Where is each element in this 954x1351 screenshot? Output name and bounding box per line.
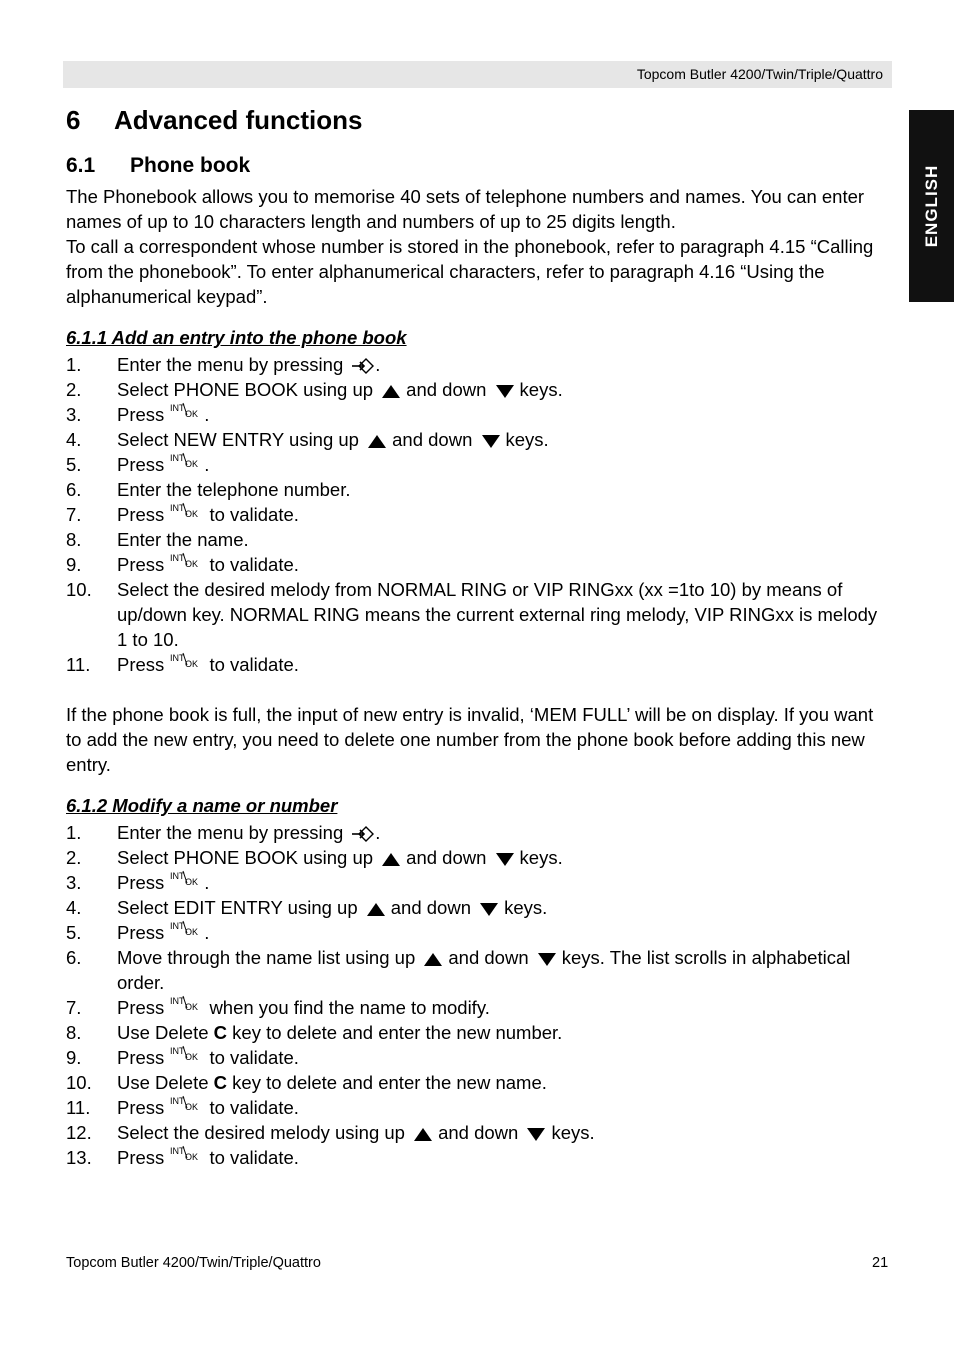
step-text: Move through the name list using up [117,947,416,968]
ok-key-top-label: INT [170,921,185,931]
step-number: 8. [66,1022,82,1043]
int-ok-key-icon [169,452,201,474]
list-item [66,402,892,427]
list-item [66,377,892,402]
step-text-end: . [204,454,210,475]
ok-key-bottom-label: OK [185,459,199,469]
section-title-text: Phone book [130,154,251,177]
step-text: Enter the name. [117,529,249,550]
subsection-modify-title: 6.1.2 Modify a name or number [66,795,338,816]
step-text: Press [117,404,165,425]
step-text-end: keys. [504,897,548,918]
step-text-end: key to delete and enter the new number. [232,1022,563,1043]
int-ok-key-icon [169,920,201,942]
section-number: 6.1 [66,154,96,177]
header-title: Topcom Butler 4200/Twin/Triple/Quattro [636,66,883,82]
up-arrow-icon [382,853,400,866]
step-text: Press [117,554,165,575]
mem-full-note: If the phone book is full, the input of new entry is invalid, ‘MEM FULL’ will be on display. If you want to add the new entry, you need to delete one number from the phone book before adding this new entry. [66,704,874,775]
step-text-end: . [204,922,210,943]
int-ok-key-icon [169,1095,201,1117]
language-label: ENGLISH [921,164,941,248]
step-text-end: . [375,822,381,843]
down-arrow-icon [496,853,514,866]
step-number: 2. [66,379,82,400]
step-text-end: to validate. [209,654,299,675]
list-item [66,845,892,870]
ok-key-bottom-label: OK [185,1052,199,1062]
step-text-end: keys. [551,1122,595,1143]
list-item [66,502,892,527]
ok-key-top-label: INT [170,653,185,663]
list-item [66,945,892,995]
int-ok-key-icon [169,870,201,892]
step-text-end: . [204,872,210,893]
ok-key-bottom-label: OK [185,1102,199,1112]
down-arrow-icon [480,903,498,916]
page-number: 21 [872,1255,889,1271]
ok-key-top-label: INT [170,1096,185,1106]
ok-key-top-label: INT [170,453,185,463]
step-number: 13. [66,1147,92,1168]
chapter-title [66,102,892,140]
list-item [66,552,892,577]
step-number: 7. [66,504,82,525]
list-item [66,1095,892,1120]
section-title [66,152,892,180]
ok-key-top-label: INT [170,1046,185,1056]
step-number: 7. [66,997,82,1018]
list-item [66,527,892,552]
menu-key-icon [351,356,375,376]
step-number: 4. [66,897,82,918]
step-text: Press [117,654,165,675]
step-text: and down [448,947,529,968]
ok-key-top-label: INT [170,871,185,881]
step-text: Press [117,454,165,475]
up-arrow-icon [382,385,400,398]
list-item [66,995,892,1020]
chapter-title-text: Advanced functions [114,105,363,135]
step-number: 8. [66,529,82,550]
step-text-end: . [375,354,381,375]
ok-key-bottom-label: OK [185,1002,199,1012]
list-item [66,352,892,377]
list-item [66,1120,892,1145]
list-item [66,577,892,652]
step-number: 11. [66,654,91,675]
ok-key-bottom-label: OK [185,1152,199,1162]
step-number: 3. [66,404,82,425]
step-text-end: keys. [519,847,563,868]
step-text: Press [117,922,165,943]
ok-key-bottom-label: OK [185,409,199,419]
ok-key-bottom-label: OK [185,509,199,519]
step-text: Select the desired melody from NORMAL RING or VIP RINGxx (xx =1to 10) by means of up/down key. NORMAL RING means the current external ring melody, VIP RINGxx is melody 1 to 10. [117,579,878,650]
step-text: Select NEW ENTRY using up [117,429,359,450]
step-text: and down [392,429,473,450]
step-text: and down [406,379,487,400]
intro-paragraph-2: To call a correspondent whose number is stored in the phonebook, refer to paragraph 4.15 “Calling from the phonebook”. To enter alphanumerical characters, refer to paragraph 4.16 “Using the alphanumerical keypad”. [66,236,874,307]
int-ok-key-icon [169,652,201,674]
step-number: 12. [66,1122,92,1143]
list-item [66,1145,892,1170]
up-arrow-icon [424,953,442,966]
ok-key-bottom-label: OK [185,927,199,937]
step-number: 6. [66,947,82,968]
step-text: Select EDIT ENTRY using up [117,897,358,918]
add-entry-steps [66,352,892,677]
int-ok-key-icon [169,1145,201,1167]
step-text: Enter the menu by pressing [117,822,344,843]
list-item [66,1045,892,1070]
step-number: 10. [66,579,92,600]
up-arrow-icon [367,903,385,916]
ok-key-bottom-label: OK [185,877,199,887]
ok-key-top-label: INT [170,996,185,1006]
subsection-add-entry-title: 6.1.1 Add an entry into the phone book [66,327,407,348]
step-text-end: keys. The list scrolls in alphabetical order. [117,947,851,993]
delete-key-label: C [213,1022,228,1043]
list-item [66,895,892,920]
list-item [66,652,892,677]
list-item [66,920,892,945]
ok-key-top-label: INT [170,1146,185,1156]
list-item [66,820,892,845]
step-number: 2. [66,847,82,868]
step-text: Press [117,1147,165,1168]
step-text-end: keys. [505,429,549,450]
step-number: 1. [66,354,82,375]
step-number: 5. [66,922,82,943]
step-text: Use Delete [117,1072,209,1093]
step-text: Press [117,872,165,893]
down-arrow-icon [496,385,514,398]
step-text: Select the desired melody using up [117,1122,405,1143]
int-ok-key-icon [169,402,201,424]
step-text-end: to validate. [209,1097,299,1118]
down-arrow-icon [482,435,500,448]
delete-key-label: C [213,1072,228,1093]
int-ok-key-icon [169,1045,201,1067]
step-text: Use Delete [117,1022,209,1043]
intro-paragraph-1: The Phonebook allows you to memorise 40 sets of telephone numbers and names. You can enter names of up to 10 characters length and numbers of up to 25 digits length. [66,186,865,232]
step-text: Enter the menu by pressing [117,354,344,375]
menu-key-icon [351,824,375,844]
chapter-number: 6 [66,105,81,135]
footer-title: Topcom Butler 4200/Twin/Triple/Quattro [66,1255,321,1271]
step-text-end: key to delete and enter the new name. [232,1072,547,1093]
ok-key-top-label: INT [170,553,185,563]
step-text: Press [117,1097,165,1118]
page-header [63,61,892,88]
step-text: Select PHONE BOOK using up [117,379,374,400]
int-ok-key-icon [169,502,201,524]
list-item [66,870,892,895]
up-arrow-icon [414,1128,432,1141]
step-text: Enter the telephone number. [117,479,351,500]
step-text: Press [117,504,165,525]
step-text-end: to validate. [209,1047,299,1068]
step-text: and down [390,897,471,918]
list-item [66,477,892,502]
step-number: 4. [66,429,82,450]
ok-key-top-label: INT [170,503,185,513]
down-arrow-icon [538,953,556,966]
int-ok-key-icon [169,995,201,1017]
step-text: Select PHONE BOOK using up [117,847,374,868]
step-number: 11. [66,1097,91,1118]
step-text: Press [117,997,165,1018]
language-tab [909,110,954,302]
down-arrow-icon [527,1128,545,1141]
list-item [66,1020,892,1045]
step-text: Press [117,1047,165,1068]
modify-steps [66,820,892,1170]
ok-key-bottom-label: OK [185,559,199,569]
list-item [66,427,892,452]
step-number: 1. [66,822,82,843]
step-number: 5. [66,454,82,475]
main-content [66,102,892,1170]
list-item [66,452,892,477]
step-text-end: to validate. [209,554,299,575]
step-text-end: . [204,404,210,425]
step-number: 10. [66,1072,92,1093]
step-number: 9. [66,1047,82,1068]
step-number: 3. [66,872,82,893]
list-item [66,1070,892,1095]
step-number: 6. [66,479,82,500]
step-text: and down [406,847,487,868]
step-number: 9. [66,554,82,575]
int-ok-key-icon [169,552,201,574]
up-arrow-icon [368,435,386,448]
step-text-end: keys. [519,379,563,400]
step-text: and down [438,1122,519,1143]
step-text-end: to validate. [209,1147,299,1168]
ok-key-top-label: INT [170,403,185,413]
step-text-end: when you find the name to modify. [209,997,490,1018]
step-text-end: to validate. [209,504,299,525]
ok-key-bottom-label: OK [185,659,199,669]
